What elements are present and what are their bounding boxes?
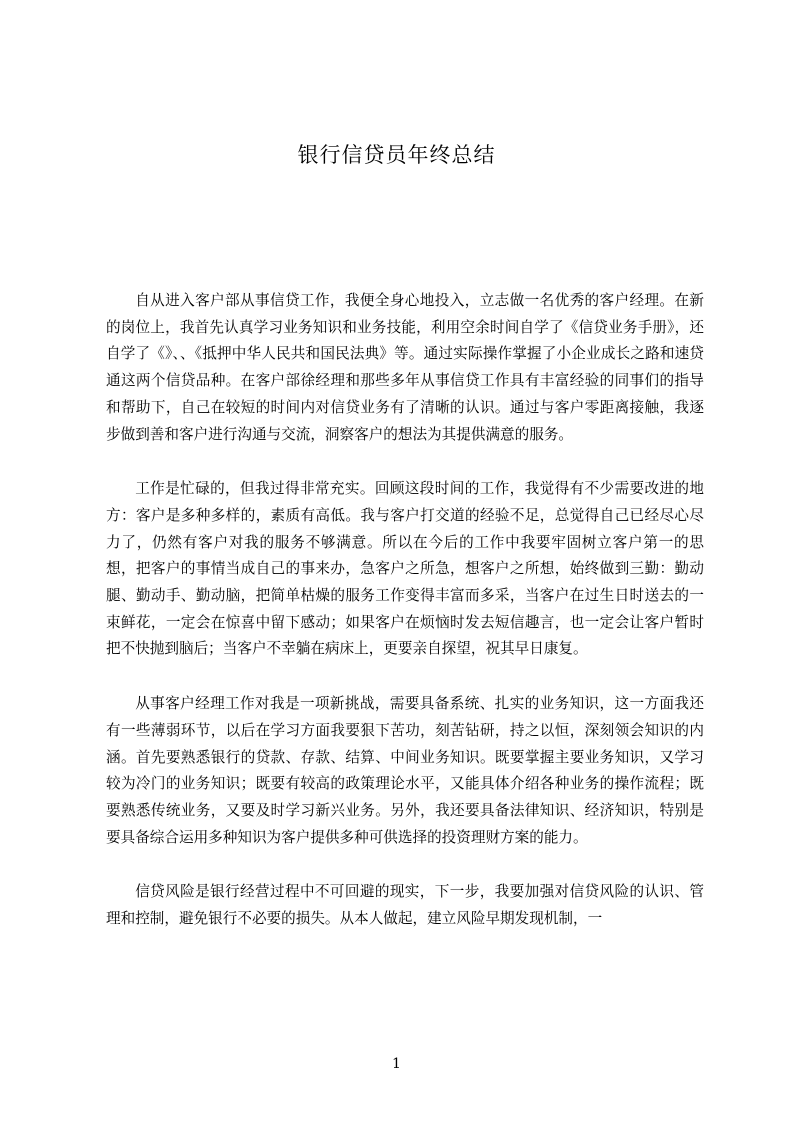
paragraph-4: 信贷风险是银行经营过程中不可回避的现实，下一步，我要加强对信贷风险的认识、管理和控制，避免银行不必要的损失。从本人做起，建立风险早期发现机制，一 — [106, 883, 704, 928]
document-body — [106, 288, 704, 961]
paragraph-1: 自从进入客户部从事信贷工作，我便全身心地投入，立志做一名优秀的客户经理。在新的岗位上，我首先认真学习业务知识和业务技能，利用空余时间自学了《信贷业务手册》，还自学了《》、、《抵押中华人民共和国民法典》等。通过实际操作掌握了小企业成长之路和速贷通这两个信贷品种。在客户部徐经理和那些多年从事信贷工作具有丰富经验的同事们的指导和帮助下，自己在较短的时间内对信贷业务有了清晰的认识。通过与客户零距离接触，我逐步做到善和客户进行沟通与交流，洞察客户的想法为其提供满意的服务。 — [106, 292, 704, 443]
document-title: 银行信贷员年终总结 — [297, 143, 496, 167]
paragraph-2: 工作是忙碌的，但我过得非常充实。回顾这段时间的工作，我觉得有不少需要改进的地方：客户是多种多样的，素质有高低。我与客户打交道的经验不足，总觉得自己已经尽心尽力了，仍然有客户对我的服务不够满意。所以在今后的工作中我要牢固树立客户第一的思想，把客户的事情当成自己的事来办，急客户之所急，想客户之所想，始终做到三勤：勤动腿、勤动手、勤动脑，把简单枯燥的服务工作变得丰富而多采，当客户在过生日时送去的一束鲜花，一定会在惊喜中留下感动；如果客户在烦恼时发去短信趣言，也一定会让客户暂时把不快抛到脑后；当客户不幸躺在病床上，更要亲自探望，祝其早日康复。 — [106, 480, 704, 658]
paragraph-3: 从事客户经理工作对我是一项新挑战，需要具备系统、扎实的业务知识，这一方面我还有一些薄弱环节，以后在学习方面我要狠下苦功，刻苦钻研，持之以恒，深刻领会知识的内涵。首先要熟悉银行的贷款、存款、结算、中间业务知识。既要掌握主要业务知识，又学习较为冷门的业务知识；既要有较高的政策理论水平，又能具体介绍各种业务的操作流程；既要熟悉传统业务，又要及时学习新兴业务。另外，我还要具备法律知识、经济知识，特别是要具备综合运用多种知识为客户提供多种可供选择的投资理财方案的能力。 — [106, 695, 704, 846]
page-number: 1 — [392, 1056, 401, 1072]
